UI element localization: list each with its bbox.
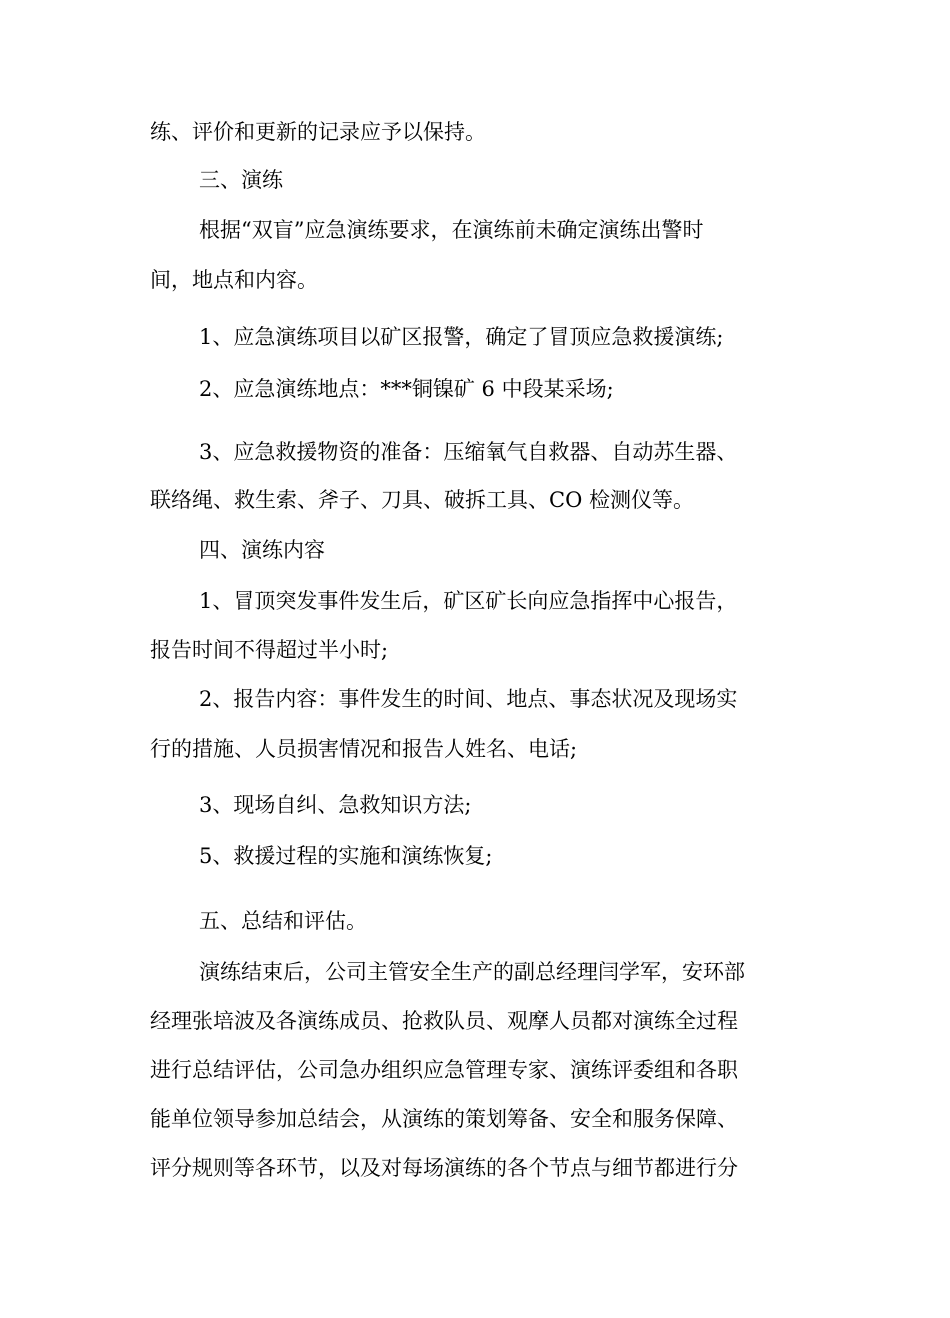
list-item: 1、应急演练项目以矿区报警，确定了冒顶应急救援演练; — [199, 325, 724, 349]
list-item-continuation: 联络绳、救生索、斧子、刀具、破拆工具、CO 检测仪等。 — [150, 488, 694, 512]
list-item: 3、现场自纠、急救知识方法; — [199, 793, 472, 817]
paragraph-line: 经理张培波及各演练成员、抢救队员、观摩人员都对演练全过程 — [150, 1009, 738, 1033]
section-heading: 四、演练内容 — [199, 538, 325, 562]
paragraph-line: 根据“双盲”应急演练要求，在演练前未确定演练出警时 — [199, 218, 704, 242]
list-item: 2、报告内容：事件发生的时间、地点、事态状况及现场实 — [199, 687, 738, 711]
paragraph-line: 进行总结评估，公司急办组织应急管理专家、演练评委组和各职 — [150, 1058, 738, 1082]
paragraph-line: 间，地点和内容。 — [150, 268, 318, 292]
paragraph-line: 演练结束后，公司主管安全生产的副总经理闫学军，安环部 — [199, 960, 745, 984]
list-item: 5、救援过程的实施和演练恢复; — [199, 844, 493, 868]
list-item: 2、应急演练地点：***铜镍矿 6 中段某采场; — [199, 377, 614, 401]
list-item: 1、冒顶突发事件发生后，矿区矿长向应急指挥中心报告， — [199, 589, 738, 613]
list-item-continuation: 报告时间不得超过半小时; — [150, 638, 389, 662]
paragraph-line: 能单位领导参加总结会，从演练的策划筹备、安全和服务保障、 — [150, 1107, 738, 1131]
section-heading: 三、演练 — [199, 168, 283, 192]
paragraph-line: 评分规则等各环节，以及对每场演练的各个节点与细节都进行分 — [150, 1156, 738, 1180]
list-item-continuation: 行的措施、人员损害情况和报告人姓名、电话; — [150, 737, 578, 761]
text-line: 练、评价和更新的记录应予以保持。 — [150, 120, 486, 144]
section-heading: 五、总结和评估。 — [199, 909, 367, 933]
list-item: 3、应急救援物资的准备：压缩氧气自救器、自动苏生器、 — [199, 440, 738, 464]
